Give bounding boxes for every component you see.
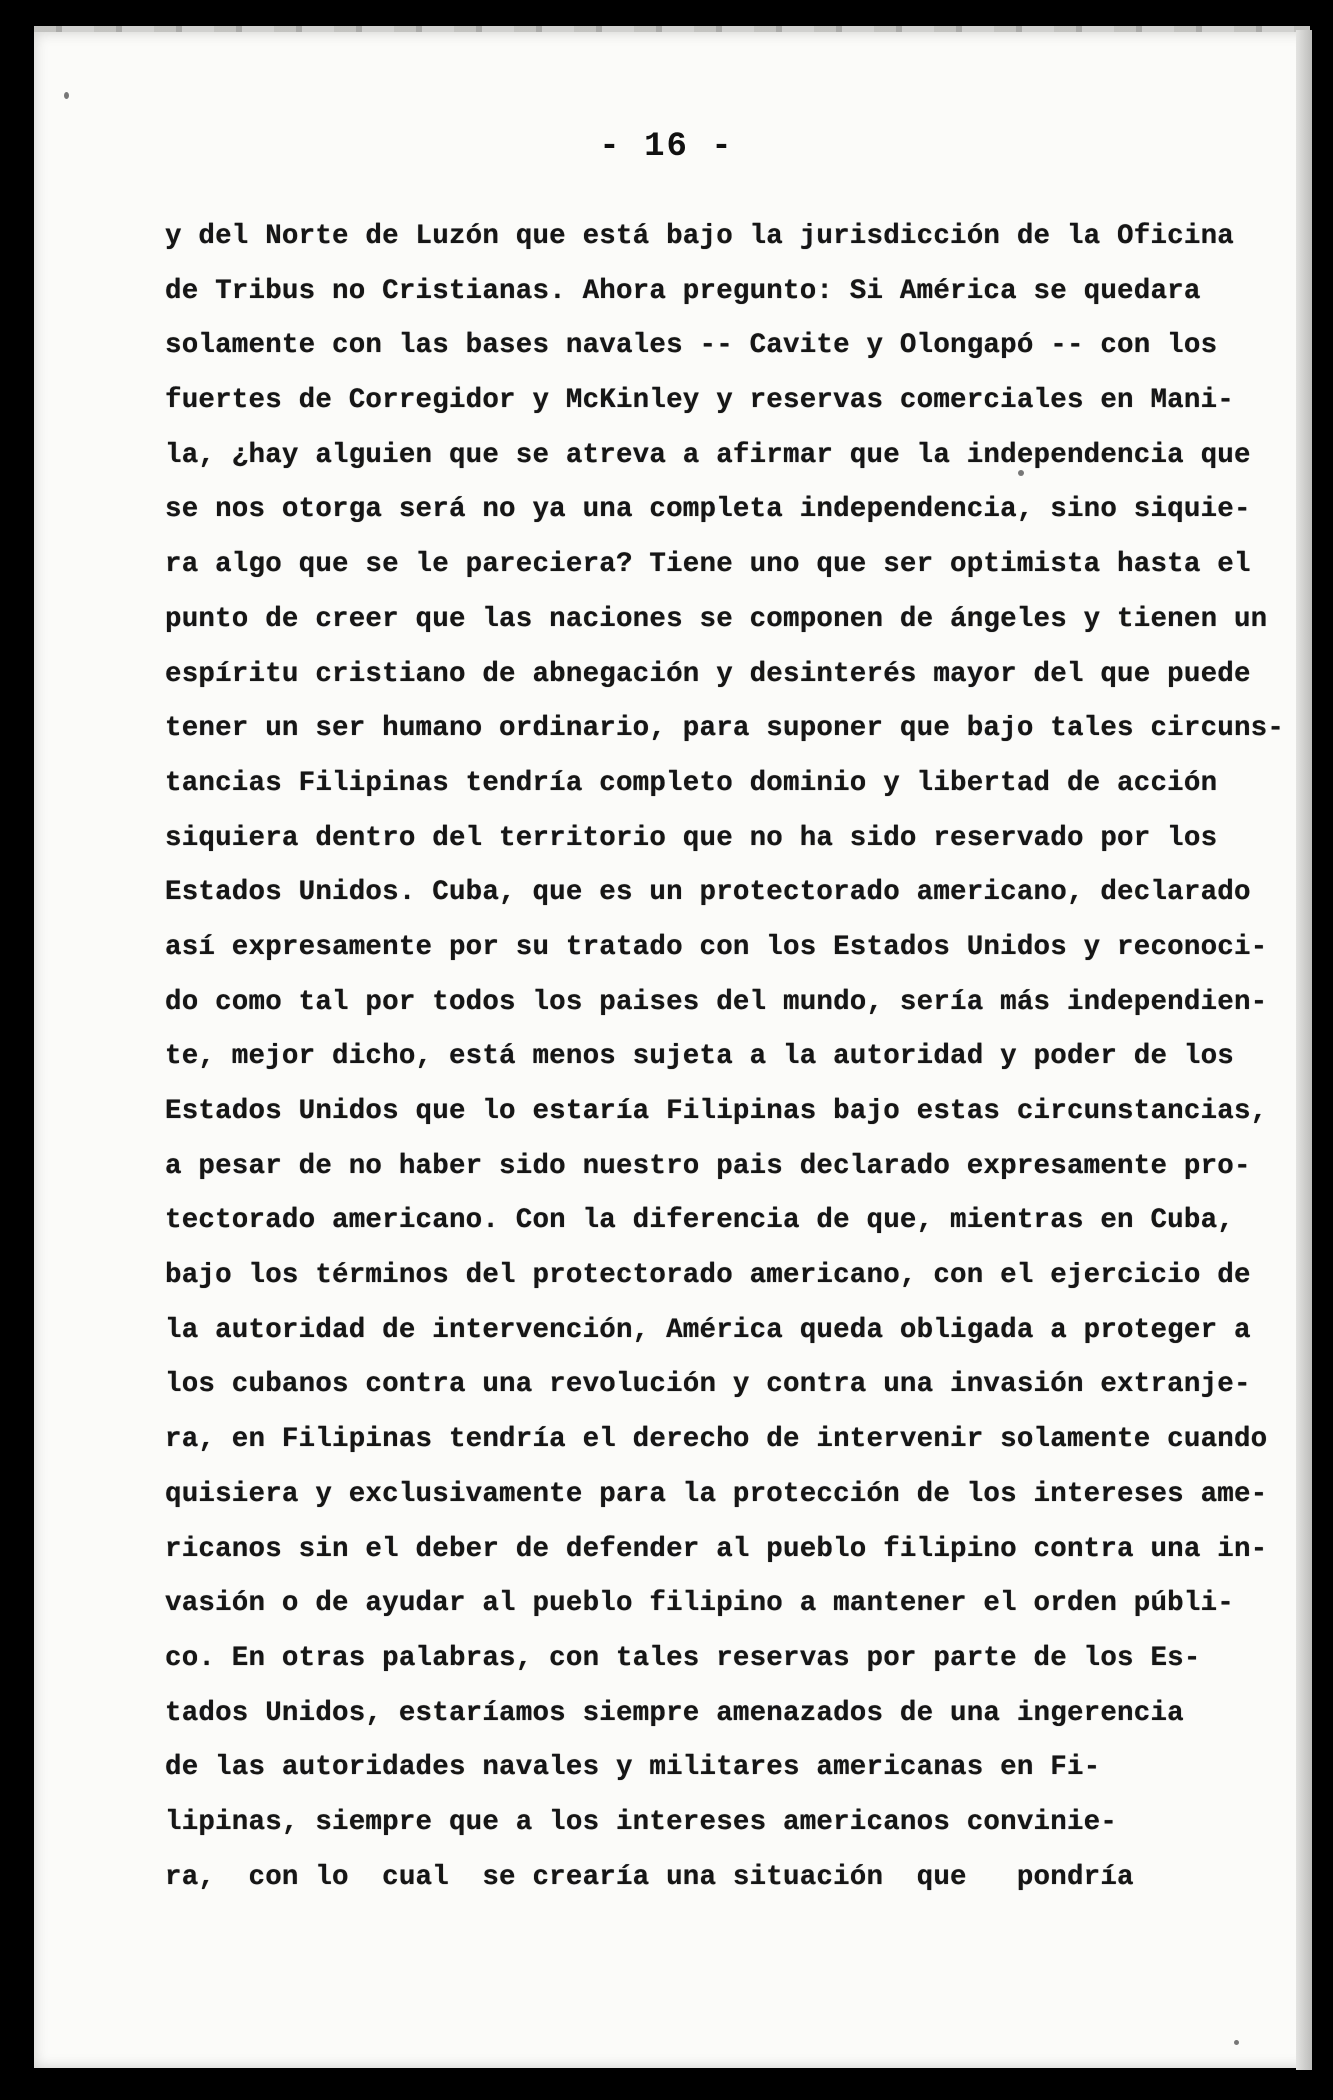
text-line: vasión o de ayudar al pueblo filipino a mantener el orden públi- [165, 1588, 1234, 1620]
text-line: do como tal por todos los paises del mundo, sería más independien- [165, 986, 1268, 1018]
text-line: se nos otorga será no ya una completa independencia, sino siquie- [165, 494, 1251, 526]
paper-right-edge [1296, 30, 1312, 2070]
ink-speck [64, 92, 69, 99]
text-line: ra algo que se le pareciera? Tiene uno que ser optimista hasta el [165, 549, 1251, 581]
ink-speck [1234, 2040, 1239, 2045]
text-line: los cubanos contra una revolución y contra una invasión extranje- [165, 1369, 1251, 1401]
text-line: co. En otras palabras, con tales reservas por parte de los Es- [165, 1642, 1201, 1674]
text-line: te, mejor dicho, está menos sujeta a la autoridad y poder de los [165, 1041, 1234, 1073]
text-line: de Tribus no Cristianas. Ahora pregunto: Si América se quedara [165, 275, 1201, 307]
text-line: tados Unidos, estaríamos siempre amenazados de una ingerencia [165, 1697, 1184, 1729]
text-line: la, ¿hay alguien que se atreva a afirmar que la independencia que [165, 439, 1251, 471]
text-line: y del Norte de Luzón que está bajo la jurisdicción de la Oficina [165, 221, 1234, 252]
text-line: tener un ser humano ordinario, para suponer que bajo tales circuns- [165, 713, 1285, 745]
text-line: siquiera dentro del territorio que no ha sido reservado por los [165, 822, 1218, 854]
text-line: ricanos sin el deber de defender al pueblo filipino contra una in- [165, 1533, 1268, 1565]
text-line: de las autoridades navales y militares americanas en Fi- [165, 1752, 1101, 1784]
text-line: tancias Filipinas tendría completo dominio y libertad de acción [165, 767, 1218, 799]
text-line: ra, con lo cual se crearía una situación que pondría [165, 1861, 1134, 1893]
text-line: así expresamente por su tratado con los Estados Unidos y reconoci- [165, 931, 1268, 963]
text-line: Estados Unidos que lo estaría Filipinas bajo estas circunstancias, [165, 1096, 1268, 1127]
text-line: espíritu cristiano de abnegación y desinterés mayor del que puede [165, 658, 1251, 690]
page-number: - 16 - [599, 128, 734, 166]
text-line: fuertes de Corregidor y McKinley y reservas comerciales en Mani- [165, 385, 1234, 417]
text-line: solamente con las bases navales -- Cavite y Olongapó -- con los [165, 330, 1218, 362]
text-line: ra, en Filipinas tendría el derecho de intervenir solamente cuando [165, 1424, 1268, 1456]
text-line: la autoridad de intervención, América queda obligada a proteger a [165, 1314, 1251, 1346]
text-line: punto de creer que las naciones se componen de ángeles y tienen un [165, 603, 1268, 635]
text-line: quisiera y exclusivamente para la protección de los intereses ame- [165, 1478, 1268, 1510]
text-line: tectorado americano. Con la diferencia de que, mientras en Cuba, [165, 1205, 1234, 1237]
text-line: a pesar de no haber sido nuestro pais declarado expresamente pro- [165, 1150, 1251, 1182]
text-line: Estados Unidos. Cuba, que es un protectorado americano, declarado [165, 877, 1251, 909]
typewritten-paragraph [165, 210, 1285, 1905]
text-line: bajo los términos del protectorado americano, con el ejercicio de [165, 1260, 1251, 1292]
text-line: lipinas, siempre que a los intereses americanos convinie- [165, 1806, 1118, 1838]
